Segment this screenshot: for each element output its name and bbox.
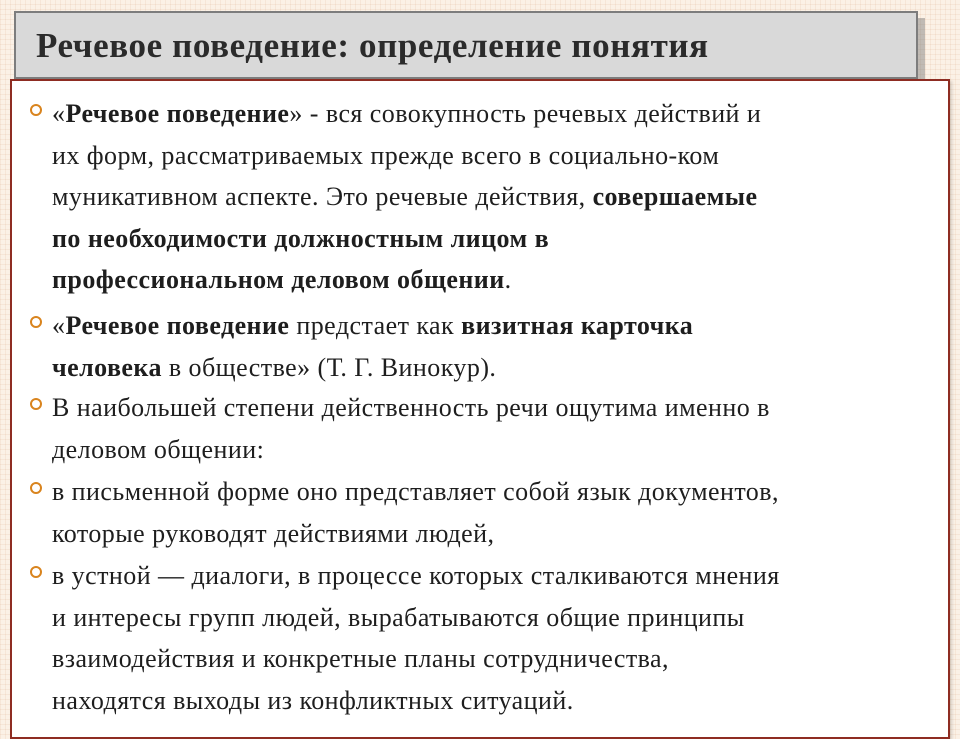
text-line: «Речевое поведение» - вся совокупность речевых действий и [52,99,762,128]
text-line: деловом общении: [52,434,265,464]
bullet-circle-icon [30,482,42,494]
text-line: которые руководят действиями людей, [52,518,495,548]
bullet-item-1 [52,93,942,301]
bullet-item-3 [52,387,942,470]
text-line: В наибольшей степени действенность речи ощутима именно в [52,393,770,422]
text-line: взаимодействия и конкретные планы сотрудничества, [52,644,669,673]
text-line: «Речевое поведение предстает как визитная карточка [52,311,694,340]
bullet-item-4 [52,471,942,554]
text-line: человека в обществе» (Т. Г. Винокур). [52,352,497,382]
text-line: их форм, рассматриваемых прежде всего в социально-ком [52,140,720,170]
bullet-item-2 [52,305,942,388]
text-line: в письменной форме оно представляет собой язык документов, [52,477,779,506]
content-box [10,79,950,739]
text-line: находятся выходы из конфликтных ситуаций. [52,685,574,715]
text-line: профессиональном деловом общении. [52,265,512,294]
bullet-circle-icon [30,104,42,116]
slide-title: Речевое поведение: определение понятия [36,26,709,65]
bullet-circle-icon [30,398,42,410]
bullet-item-5 [52,555,942,721]
text-line: и интересы групп людей, вырабатываются общие принципы [52,602,745,632]
bullet-circle-icon [30,316,42,328]
text-line: по необходимости должностным лицом в [52,223,550,253]
text-line: муникативном аспекте. Это речевые действия, совершаемые [52,182,758,211]
bullet-circle-icon [30,566,42,578]
text-line: в устной — диалоги, в процессе которых сталкиваются мнения [52,561,780,590]
slide-title-bar [14,11,918,79]
